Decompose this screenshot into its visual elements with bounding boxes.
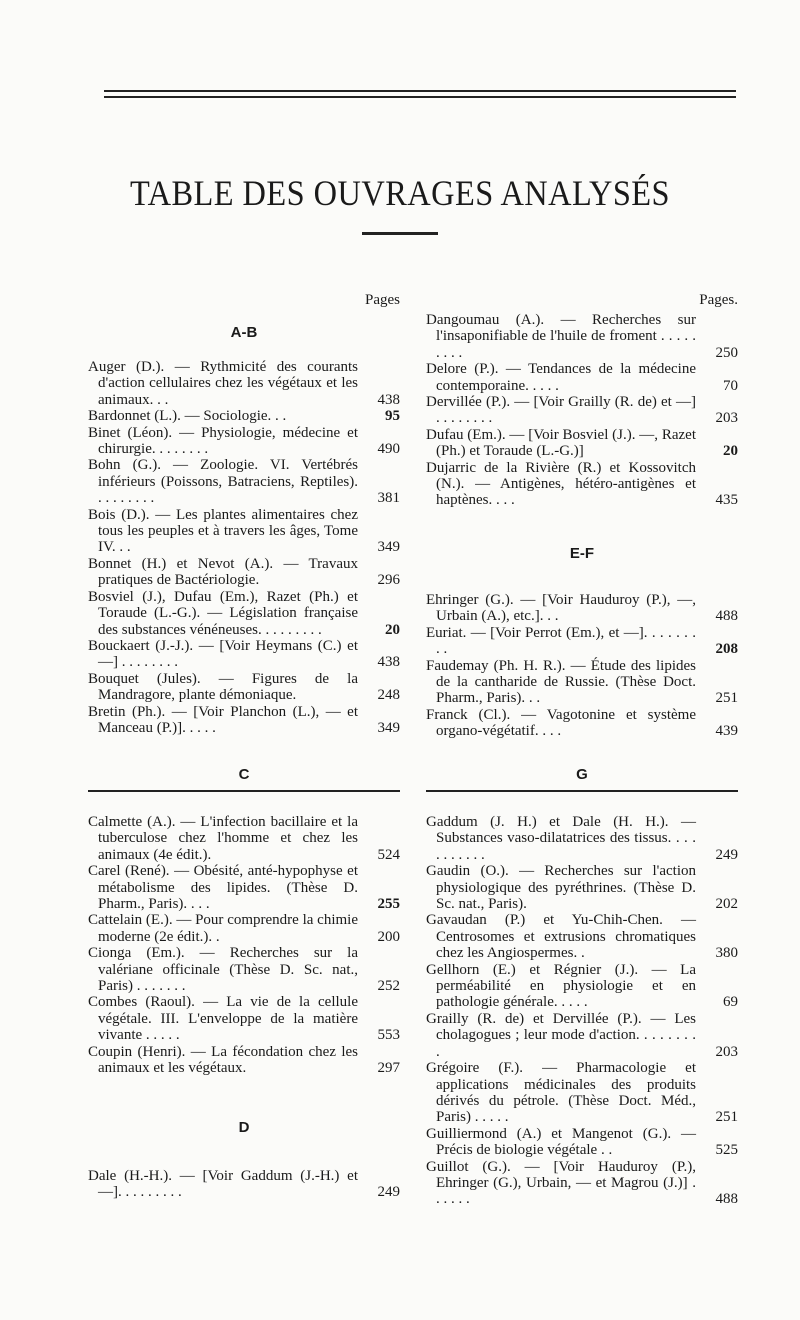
entry-page: 553 bbox=[377, 1027, 400, 1044]
section-heading-ab: A-B bbox=[230, 324, 258, 341]
index-entry bbox=[88, 556, 400, 589]
index-entry bbox=[88, 359, 400, 408]
index-entry bbox=[426, 814, 738, 863]
entry-page: 488 bbox=[715, 608, 738, 625]
entry-page: 525 bbox=[715, 1142, 738, 1159]
index-entry bbox=[426, 1126, 738, 1159]
section-heading-g: G bbox=[576, 766, 588, 783]
entry-page: 202 bbox=[715, 896, 738, 913]
entry-page: 70 bbox=[723, 377, 738, 394]
entry-text: Gavaudan (P.) et Yu-Chih-Chen. — Centrosomes et extrusions chromatiques chez les Angiospermes. . bbox=[426, 912, 696, 962]
entry-text: Bardonnet (L.). — Sociologie. . . bbox=[88, 408, 287, 425]
index-entry bbox=[88, 814, 400, 863]
entry-text: Dufau (Em.). — [Voir Bosviel (J.). —, Razet (Ph.) et Toraude (L.-G.)] bbox=[426, 426, 696, 460]
entry-page: 250 bbox=[715, 344, 738, 361]
entry-text: Guillot (G.). — [Voir Hauduroy (P.), Ehringer (G.), Urbain, — et Magrou (J.)] . . . . . . bbox=[426, 1158, 696, 1208]
entry-page: 349 bbox=[377, 719, 400, 736]
entry-text: Bonnet (H.) et Nevot (A.). — Travaux pratiques de Bactériologie. bbox=[88, 555, 358, 589]
entry-page: 488 bbox=[715, 1191, 738, 1208]
index-entry bbox=[426, 1060, 738, 1126]
entry-text: Coupin (Henri). — La fécondation chez les animaux et les végétaux. bbox=[88, 1043, 358, 1077]
entry-page: 439 bbox=[715, 723, 738, 740]
index-entry bbox=[88, 671, 400, 704]
pages-label-right: Pages. bbox=[699, 292, 738, 308]
entry-page: 349 bbox=[377, 539, 400, 556]
entry-text: Gellhorn (E.) et Régnier (J.). — La perméabilité en physiologie et en pathologie générale. . . . . bbox=[426, 961, 696, 1011]
section-heading-d: D bbox=[238, 1118, 250, 1136]
entry-page: 203 bbox=[715, 1043, 738, 1060]
entry-text: Dangoumau (A.). — Recherches sur l'insaponifiable de l'huile de froment . . . . . . . . . bbox=[426, 312, 696, 361]
section-heading-c: C bbox=[238, 766, 250, 783]
entry-text: Delore (P.). — Tendances de la médecine contemporaine. . . . . bbox=[426, 361, 696, 394]
column-lower-left bbox=[88, 814, 400, 1200]
index-entry bbox=[88, 912, 400, 945]
entry-text: Binet (Léon). — Physiologie, médecine et chirurgie. . . . . . . . bbox=[88, 424, 358, 458]
index-entry bbox=[88, 863, 400, 912]
index-entry bbox=[426, 427, 738, 460]
index-entry bbox=[88, 457, 400, 506]
entry-page: 20 bbox=[723, 443, 738, 460]
entry-page: 524 bbox=[377, 846, 400, 863]
entry-text: Gaddum (J. H.) et Dale (H. H.). — Substances vaso-dilatatrices des tissus. . . . . . . . . . . bbox=[426, 814, 696, 863]
column-upper-left bbox=[88, 292, 400, 736]
index-entry bbox=[88, 408, 400, 424]
index-entry bbox=[88, 704, 400, 737]
separator-left bbox=[88, 790, 400, 792]
index-entry bbox=[426, 1011, 738, 1060]
entry-page: 208 bbox=[715, 641, 738, 658]
entry-page: 249 bbox=[377, 1183, 400, 1200]
entry-page: 203 bbox=[715, 410, 738, 427]
top-rule-2 bbox=[104, 96, 736, 98]
entries-d bbox=[88, 1168, 400, 1201]
title-underline bbox=[362, 232, 438, 235]
entry-text: Grailly (R. de) et Dervillée (P.). — Les cholagogues ; leur mode d'action. . . . . . . . . bbox=[426, 1010, 696, 1060]
index-entry bbox=[88, 994, 400, 1043]
column-lower-right bbox=[426, 814, 738, 1208]
index-entry bbox=[426, 658, 738, 707]
index-entry bbox=[426, 460, 738, 509]
index-entry bbox=[426, 592, 738, 625]
section-heading-ef: E-F bbox=[569, 544, 595, 562]
entry-text: Cionga (Em.). — Recherches sur la valériane officinale (Thèse D. Sc. nat., Paris) . . . . . . . bbox=[88, 945, 358, 995]
entry-page: 380 bbox=[715, 945, 738, 962]
entry-text: Guilliermond (A.) et Mangenot (G.). — Précis de biologie végétale . . bbox=[426, 1125, 696, 1159]
entry-page: 381 bbox=[377, 490, 400, 507]
index-entry bbox=[88, 638, 400, 671]
entry-text: Bouckaert (J.-J.). — [Voir Heymans (C.) et —] . . . . . . . . bbox=[88, 637, 358, 671]
entry-text: Bretin (Ph.). — [Voir Planchon (L.), — et Manceau (P.)]. . . . . bbox=[88, 703, 358, 736]
entry-text: Dujarric de la Rivière (R.) et Kossovitch (N.). — Antigènes, hétéro-antigènes et haptènes. . . . bbox=[426, 459, 696, 509]
entry-text: Calmette (A.). — L'infection bacillaire et la tuberculose chez l'homme et chez les animaux (4e édit.). bbox=[88, 814, 358, 863]
entry-text: Bohn (G.). — Zoologie. VI. Vertébrés inférieurs (Poissons, Batraciens, Reptiles). . . . . . . . . bbox=[88, 457, 358, 507]
entries-c bbox=[88, 814, 400, 1077]
entry-text: Cattelain (E.). — Pour comprendre la chimie moderne (2e édit.). . bbox=[88, 912, 358, 945]
index-entry bbox=[426, 1159, 738, 1208]
entry-text: Ehringer (G.). — [Voir Hauduroy (P.), —, Urbain (A.), etc.]. . . bbox=[426, 591, 696, 625]
entries-ab bbox=[88, 359, 400, 736]
index-entry bbox=[426, 625, 738, 658]
column-upper-right bbox=[426, 292, 738, 740]
entry-page: 255 bbox=[377, 896, 400, 913]
entries-d-continued bbox=[426, 312, 738, 509]
entry-page: 249 bbox=[715, 846, 738, 863]
entry-page: 296 bbox=[377, 572, 400, 589]
index-entry bbox=[426, 394, 738, 427]
entry-page: 95 bbox=[385, 408, 400, 425]
entry-text: Bois (D.). — Les plantes alimentaires chez tous les peuples et à travers les âges, Tome IV. . . bbox=[88, 506, 358, 556]
entry-page: 435 bbox=[715, 492, 738, 509]
index-entry bbox=[426, 312, 738, 361]
entry-page: 297 bbox=[377, 1060, 400, 1077]
entry-page: 438 bbox=[377, 391, 400, 408]
pages-label-left: Pages bbox=[365, 292, 400, 308]
entry-text: Franck (Cl.). — Vagotonine et système organo-végétatif. . . . bbox=[426, 706, 696, 740]
entry-page: 251 bbox=[715, 690, 738, 707]
index-entry bbox=[426, 962, 738, 1011]
entry-page: 69 bbox=[723, 994, 738, 1011]
entry-text: Carel (René). — Obésité, anté-hypophyse et métabolisme des lipides. (Thèse D. Pharm., Paris). . . . bbox=[88, 863, 358, 913]
entry-text: Bouquet (Jules). — Figures de la Mandragore, plante démoniaque. bbox=[88, 670, 358, 704]
index-entry bbox=[426, 361, 738, 394]
entry-text: Faudemay (Ph. H. R.). — Étude des lipides de la cantharide de Russie. (Thèse Doct. Pharm., Paris). . . bbox=[426, 657, 696, 707]
entry-page: 200 bbox=[377, 928, 400, 945]
top-rule-1 bbox=[104, 90, 736, 92]
page-title: TABLE DES OUVRAGES ANALYSÉS bbox=[129, 173, 671, 213]
index-entry bbox=[88, 425, 400, 458]
index-entry bbox=[88, 1168, 400, 1201]
entry-text: Dervillée (P.). — [Voir Grailly (R. de) et —] . . . . . . . . bbox=[426, 394, 696, 427]
entries-ef bbox=[426, 592, 738, 740]
entry-text: Euriat. — [Voir Perrot (Em.), et —]. . . . . . . . . bbox=[426, 624, 696, 658]
entries-g bbox=[426, 814, 738, 1208]
separator-right bbox=[426, 790, 738, 792]
entry-page: 248 bbox=[377, 687, 400, 704]
index-entry bbox=[88, 589, 400, 638]
entry-text: Bosviel (J.), Dufau (Em.), Razet (Ph.) et Toraude (L.-G.). — Législation française des substances vénéneuses. . . . . . . . . bbox=[88, 588, 358, 638]
entry-text: Gaudin (O.). — Recherches sur l'action physiologique des pyréthrines. (Thèse D. Sc. nat., Paris). bbox=[426, 863, 696, 913]
entry-text: Dale (H.-H.). — [Voir Gaddum (J.-H.) et —]. . . . . . . . . bbox=[88, 1167, 358, 1200]
entry-page: 251 bbox=[715, 1109, 738, 1126]
entry-page: 252 bbox=[377, 978, 400, 995]
entry-page: 438 bbox=[377, 654, 400, 671]
entry-page: 490 bbox=[377, 441, 400, 458]
index-entry bbox=[426, 912, 738, 961]
index-entry bbox=[88, 1044, 400, 1077]
index-entry bbox=[426, 863, 738, 912]
entry-text: Auger (D.). — Rythmicité des courants d'action cellulaires chez les végétaux et les animaux. . . bbox=[88, 359, 358, 408]
index-entry bbox=[88, 945, 400, 994]
index-entry bbox=[88, 507, 400, 556]
entry-page: 20 bbox=[385, 621, 400, 638]
entry-text: Grégoire (F.). — Pharmacologie et applications médicinales des produits dérivés du pétrole. (Thèse Doct. Méd., Paris) . . . . . bbox=[426, 1060, 696, 1126]
index-entry bbox=[426, 707, 738, 740]
entry-text: Combes (Raoul). — La vie de la cellule végétale. III. L'enveloppe de la matière vivante . . . . . bbox=[88, 994, 358, 1044]
